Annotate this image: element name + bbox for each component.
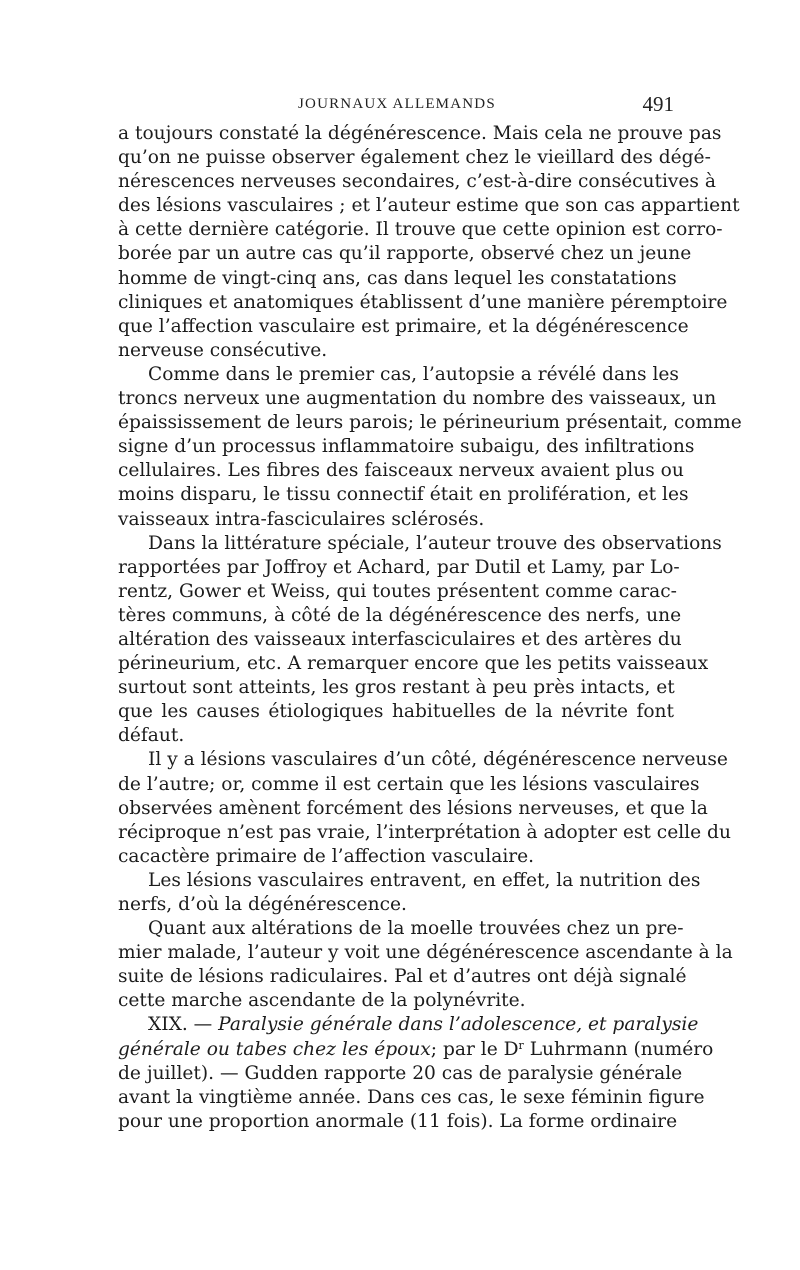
text-line: de juillet). — Gudden rapporte 20 cas de paralysie générale — [118, 1062, 683, 1084]
text-line: Les lésions vasculaires entravent, en effet, la nutrition des — [148, 869, 701, 891]
text-line: défaut. — [118, 725, 185, 747]
text-line: signe d’un processus inflammatoire subaigu, des infiltrations — [118, 436, 695, 458]
byline-author: Luhrmann (numéro — [523, 1038, 714, 1060]
text-line: qu’on ne puisse observer également chez le vieillard des dégé- — [118, 147, 711, 169]
section-title: Paralysie générale dans l’adolescence, et paralysie — [218, 1014, 699, 1036]
section-heading-line — [118, 1038, 714, 1062]
text-line: borée par un autre cas qu’il rapporte, observé chez un jeune — [118, 243, 692, 265]
text-line: pour une proportion anormale (11 fois). La forme ordinaire — [118, 1110, 678, 1132]
section-title-continued: générale ou tabes chez les époux — [118, 1038, 431, 1060]
page-number: 491 — [642, 92, 674, 116]
text-line: observées amènent forcément des lésions nerveuses, et que la — [118, 797, 708, 819]
body-text — [118, 122, 742, 1134]
text-line: nerfs, d’où la dégénérescence. — [118, 894, 407, 915]
text-line: des lésions vasculaires ; et l’auteur estime que son cas appartient — [118, 195, 740, 217]
text-line: épaississement de leurs parois; le périneurium présentait, comme — [118, 412, 742, 434]
text-line: nerveuse consécutive. — [118, 339, 328, 361]
text-line: que l’affection vasculaire est primaire, et la dégénérescence — [118, 315, 689, 337]
text-line: avant la vingtième année. Dans ces cas, le sexe féminin figure — [118, 1086, 705, 1108]
text-line: que les causes étiologiques habituelles de la névrite font — [118, 701, 674, 723]
text-line: réciproque n’est pas vraie, l’interprétation à adopter est celle du — [118, 821, 731, 843]
text-line: tères communs, à côté de la dégénérescence des nerfs, une — [118, 604, 682, 626]
text-line: cette marche ascendante de la polynévrite. — [118, 990, 526, 1012]
text-line: rapportées par Joffroy et Achard, par Dutil et Lamy, par Lo- — [118, 556, 680, 578]
text-line: moins disparu, le tissu connectif était en prolifération, et les — [118, 484, 689, 506]
text-line: Comme dans le premier cas, l’autopsie a révélé dans les — [148, 363, 679, 385]
text-line: cliniques et anatomiques établissent d’une manière péremptoire — [118, 291, 728, 313]
running-title: JOURNAUX ALLEMANDS — [298, 96, 496, 112]
text-line: cellulaires. Les fibres des faisceaux nerveux avaient plus ou — [118, 460, 684, 482]
text-line: périneurium, etc. A remarquer encore que les petits vaisseaux — [118, 653, 709, 675]
text-line: altération des vaisseaux interfasciculaires et des artères du — [118, 628, 682, 650]
byline-prefix: ; par le D — [430, 1038, 519, 1060]
byline-superscript: r — [518, 1038, 524, 1052]
section-heading-line — [118, 1013, 699, 1037]
text-line: à cette dernière catégorie. Il trouve que cette opinion est corro- — [118, 219, 723, 241]
text-line: suite de lésions radiculaires. Pal et d’autres ont déjà signalé — [118, 966, 687, 988]
text-line: Il y a lésions vasculaires d’un côté, dégénérescence nerveuse — [148, 749, 728, 771]
section-numeral: XIX. — — [148, 1014, 213, 1036]
text-line: nérescences nerveuses secondaires, c’est-à-dire consécutives à — [118, 171, 716, 193]
text-line: mier malade, l’auteur y voit une dégénérescence ascendante à la — [118, 942, 733, 964]
text-line: de l’autre; or, comme il est certain que les lésions vasculaires — [118, 773, 700, 795]
text-line: troncs nerveux une augmentation du nombre des vaisseaux, un — [118, 388, 717, 410]
text-line: homme de vingt-cinq ans, cas dans lequel les constatations — [118, 267, 677, 289]
text-line: cacactère primaire de l’affection vasculaire. — [118, 845, 535, 867]
text-line: rentz, Gower et Weiss, qui toutes présentent comme carac- — [118, 580, 677, 602]
text-line: Dans la littérature spéciale, l’auteur trouve des observations — [148, 532, 722, 554]
text-line: a toujours constaté la dégénérescence. Mais cela ne prouve pas — [118, 123, 722, 144]
text-line: vaisseaux intra-fasciculaires sclérosés. — [118, 508, 485, 530]
text-line: Quant aux altérations de la moelle trouvées chez un pre- — [148, 918, 684, 940]
text-line: surtout sont atteints, les gros restant à peu près intacts, et — [118, 677, 675, 699]
running-head — [118, 92, 674, 120]
